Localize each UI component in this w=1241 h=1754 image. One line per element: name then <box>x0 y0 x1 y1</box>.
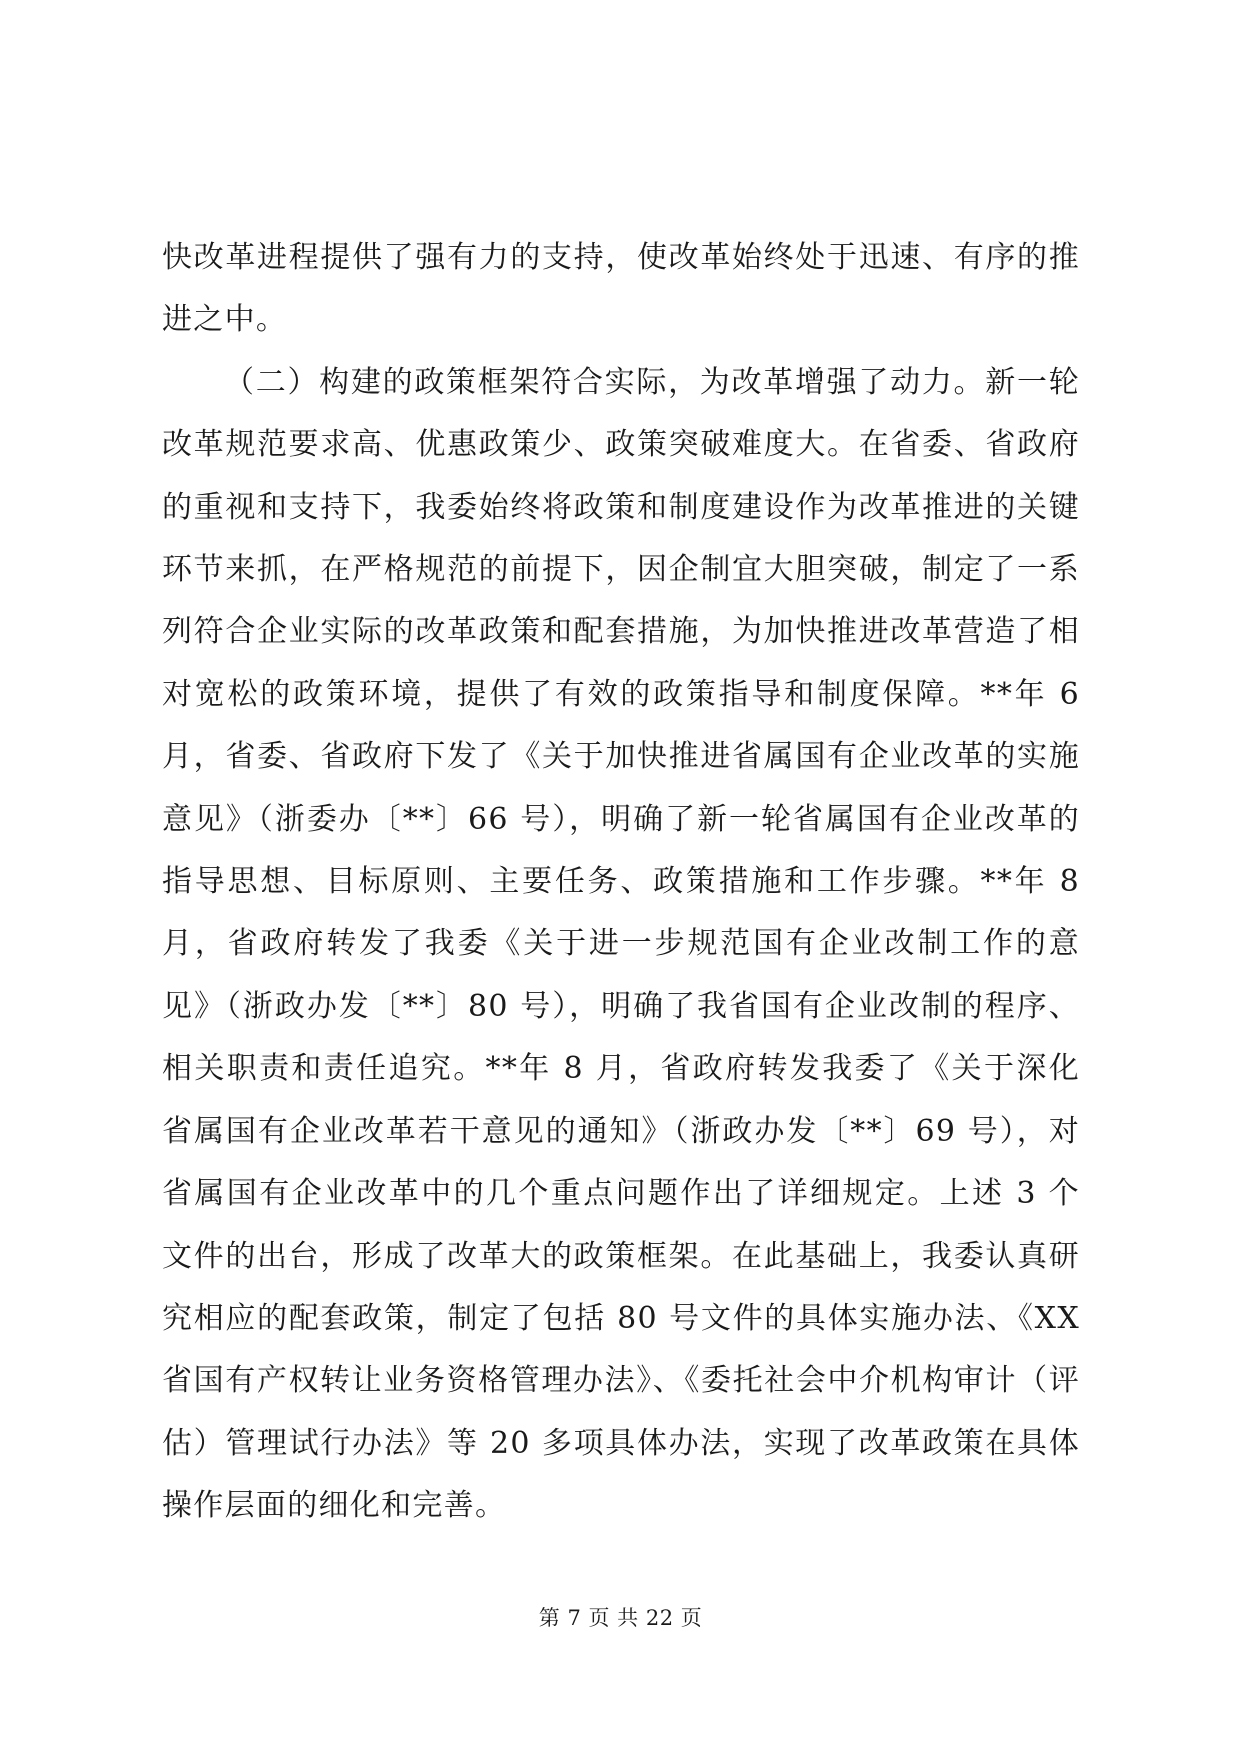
paragraph-continuation: 快改革进程提供了强有力的支持，使改革始终处于迅速、有序的推进之中。 <box>162 240 1080 338</box>
paragraph-policy-framework: （二）构建的政策框架符合实际，为改革增强了动力。新一轮改革规范要求高、优惠政策少、政策突破难度大。在省委、省政府的重视和支持下，我委始终将政策和制度建设作为改革推进的关键环节来抓，在严格规范的前提下，因企制宜大胆突破，制定了一系列符合企业实际的改革政策和配套措施，为加快推进改革营造了相对宽松的政策环境，提供了有效的政策指导和制度保障。**年 6 月，省委、省政府下发了《关于加快推进省属国有企业改革的实施意见》（浙委办〔**〕66 号），明确了新一轮省属国有企业改革的指导思想、目标原则、主要任务、政策措施和工作步骤。**年 8 月，省政府转发了我委《关于进一步规范国有企业改制工作的意见》（浙政办发〔**〕80 号），明确了我省国有企业改制的程序、相关职责和责任追究。**年 8 月，省政府转发我委了《关于深化省属国有企业改革若干意见的通知》（浙政办发〔**〕69 号），对省属国有企业改革中的几个重点问题作出了详细规定。上述 3 个文件的出台，形成了改革大的政策框架。在此基础上，我委认真研究相应的配套政策，制定了包括 80 号文件的具体实施办法、《XX 省国有产权转让业务资格管理办法》、《委托社会中介机构审计（评估）管理试行办法》等 20 多项具体办法，实现了改革政策在具体操作层面的细化和完善。 <box>162 364 1080 1524</box>
page-number-footer: 第 7 页 共 22 页 <box>538 1606 703 1630</box>
body-text <box>162 227 1080 1538</box>
